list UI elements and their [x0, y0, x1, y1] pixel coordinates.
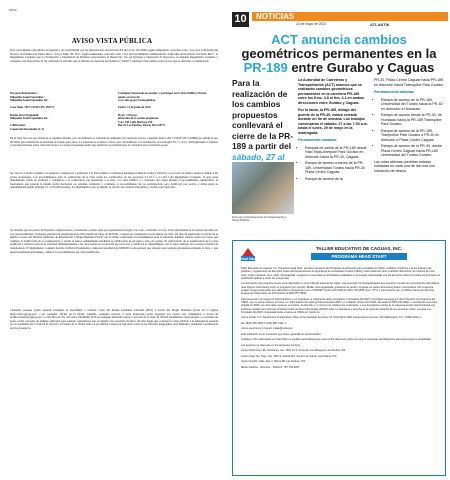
hearing-detail-line: www.sbo.pr.gov/vistaspublicas [118, 98, 156, 103]
case-detail-line: Comercial Intermedio (C-I) [10, 126, 45, 131]
case-detail-line: Mingalito Sound Specialist Inc. [10, 116, 49, 121]
list-item: • Rampa de acceso de la PR-189, Trampoline Park Gurabo a PR-30 en dirección a Plaza Centro Caguas. [381, 129, 446, 143]
case-detail-line: Mingalito Sound Specialist / [10, 94, 45, 99]
list-item: • Rampa de acceso de la PR-189, Universidad del Turabo hacia la PR-30 en dirección a Humacao. [381, 98, 446, 112]
ad-paragraph: Centro Mormones: Bo. Montones, carr. 183 | km 17.8 Sector Los Mangues, Las Piedras, P.R. [241, 349, 346, 353]
case-detail-line: Proyecto/Peticionario: [10, 91, 38, 95]
headline-line-2: geométricos permanentes en la [241, 46, 437, 61]
list-item: • Rampas de salida de la PR-189 desde Hato Tejas-Interpole Park Gurabo en dirección hacia la PR-30, Caguas. [305, 146, 368, 160]
headstart-ad [232, 240, 446, 476]
headstart-logo-icon [238, 246, 258, 262]
list-item: • Rampa de acceso de la [305, 177, 368, 182]
hearing-detail-line: Barrio Las Piedras, Puerto Rico 00771 [118, 123, 166, 128]
case-detail-line: Dueño de la Propiedad: [10, 112, 40, 117]
case-detail-line: Calificación: [10, 123, 26, 128]
left-page [0, 0, 224, 480]
hearing-detail-line: Cualquier interesado en acceder y participar en la Vista Pública Virtual [118, 91, 207, 95]
ad-paragraph: Cualquier niño matriculado en Head Start es elegible automáticamente para recibir alimentos gratis sin requerir completar certificaciones para determinar su elegibilidad. [241, 338, 432, 342]
article-lead: La Autoridad de Carreteras y Transportación (ACT) anunció que se realizarán cambios geométricos permanentes en la carretera PR-189 entre los Kms. 3.8 al Km. 4.1 en ambas direcciones entre Gurabo y Caguas. [298, 78, 365, 105]
publication-brand: ATLANTIK [370, 21, 390, 27]
headline-road: PR-189 [243, 60, 288, 75]
ad-subtitle: PROGRAMA HEAD START [311, 253, 407, 260]
pullquote-text: Para la realización de los cambios propuestos conllevará el cierre de la PR-189 a partir del [232, 78, 293, 151]
case-details [10, 92, 218, 132]
ad-paragraph: Centro Pueblo: Calle José T. Piñero #8, Las Piedras, P.R. [241, 360, 306, 364]
case-detail-line: Caso Núm. 2017-154197-PU-185771 [10, 105, 55, 110]
page-header [228, 8, 450, 32]
article-column-3 [374, 78, 446, 176]
ad-paragraph: Miriam Medina · Directora · Teléfono: 787-705-9057 [241, 365, 300, 369]
hearing-detail-line: Dirección de la acción propuesta: [118, 116, 160, 121]
article-detour-note: Las rutas alternas previstas estarán indicadas en cada una de las vías con rotulación de desvío. [374, 159, 435, 173]
pullquote-date: sábado, 27 al [232, 151, 285, 162]
case-details-left [10, 92, 110, 132]
svg-text:Head Start: Head Start [240, 257, 256, 262]
hearing-detail-line: puede a través de: [118, 94, 141, 99]
notice-paragraph-records: Cualquier persona podrá requerir examinar el expediente o solicitar copia del mismo mediante solicitud (SICI) a través del Single Business Portal en la página https://sbp.ogpe.pr.gov/ o en cualquier oficina de la OGPe. Además, cualquier persona o parte interesada podrá presentar por escrito sus comentarios a través de notificaciones@ogpe.pr.gov o a PO Box 41179, San Juan, PR 00940-1179 en cualquier momento previo a la fecha de la vista. El Oficial Examinador, motu proprio o a solicitud de parte, podrá conceder un término adicional para someter comentarios que en ningún caso excederá de diez (10) días desde que concluya la vista. Debido a la emergencia causada por la pandemia del Covid-19 el Servicio al Cliente de la OGPe tanto en su Oficina Central en San Juan como en las Oficinas Regionales, será limitada y mediante coordinación previa al respecto. [10, 308, 218, 330]
section-label: NOTICIAS [252, 12, 448, 21]
article-closure-info: Por lo tanto, la PR-189, debajo del puente de la PR-30, estará cerrada durante un fin de semana. Los trabajos comenzarán el sábado, 27 a las 7:00 a.m. hasta el lunes, 29 de mayo en la madrugada. [298, 108, 368, 135]
ad-paragraph: La información del programa puede estar disponible en otros idiomas además del inglés. Las personas con discapacidades que requieren medios de comunicación alternativos para obtener información sobre el programa (por ejemplo, Braille, letra agrandada, grabación de audio y lenguaje de señas americano) deben comunicarse con la agencia estatal o local responsable que administra el programa o con el TARGET Center del USDA al (202) 720-2600 (voz y TTY) o comunicarse con el USDA a través del Servicio Federal de Transmisión de Información al (800) 877-8339. [241, 282, 440, 296]
notice-title: AVISO VISTA PÚBLICA [71, 37, 153, 45]
ad-body [241, 267, 441, 371]
list-item: • Rampa de acceso desde la PR-30, de Humacao hacia la PR-189 Tramspline Park Gurabo. [381, 113, 446, 127]
list-item: • Rampa de acceso a través de la PR-189, Universidad Turabo hacia PR-30 Plaza Centro Caguas. [305, 161, 368, 175]
ad-paragraph: fax: (833) 256-1665 o (202) 690-7442; o [241, 321, 287, 325]
photo-caption: Fotos por el Departamento de Transportación y Obras Públicas [232, 216, 287, 222]
ad-paragraph: Para presentar una queja por discriminación en el programa, el reclamante debe completar un formulario AD-3027, Formulario de queja por discriminación del programa del USDA, que se puede obtener en línea, en: https://www.ocio.usda.gov/document/ad-3027, en cualquier oficina del USDA, llamando al (866) 632-9992, o escribiendo una carta dirigida al USDA. La carta debe contener el nombre, la dirección y el número de teléfono del reclamante, y una descripción escrita de la supuesta acción discriminatoria con suficiente detalle para informar al Subsecretario de Derechos Civiles (ASCR) sobre la naturaleza y la fecha de la presunta violación de los derechos civiles. La carta o el formulario AD-3027 completado debe enviarse al USDA por medio de: [241, 297, 437, 314]
ad-paragraph: Taller Educativo de Caguas, Inc. Programa Head Start, anuncia el auspicio del Programa de Alimentos para Cuidados de Niños y Adultos. Conforme a la ley federal y las políticas y regulaciones de derechos civiles del Departamento de Agricultura de los Estados Unidos (USDA), esta institución tiene prohibido discriminar por motivos de raza, color, origen nacional, sexo, edad, discapacidad, venganza o represalia por actividades realizadas en el pasado relacionadas con los derechos civiles (no todos los principios de prohibición aplican a todos los programas). [241, 267, 441, 280]
page-number: 10 [232, 12, 249, 27]
hearing-detail-line: Carr 198 Calle Barbosa #10 [118, 119, 153, 124]
page-folio: 27/34 [9, 8, 17, 12]
ad-title: TALLER EDUCATIVO DE CAGUAS, INC. [315, 246, 403, 251]
ad-paragraph: Centro Viejo: Bo. Viejo, carr. 182 int, Ramal 921, Sector Las Cabra, Las Piedras, P.R. [241, 354, 338, 358]
article-subhead-changes: Permanentes cambios: [298, 138, 338, 142]
headline-line-3: entre Gurabo y Caguas [291, 60, 435, 75]
notice-paragraph-scope: En la vista del caso de referencia se atenderá discutir, pero sin limitarse a: solicitud de enmienda vía variación en uso, a permiso únicos 2017-154197-PU-152868 para añadir el uso de Taller para instalación de sistemas de sonido para autos. La solicitud se evaluará a tenor, pero sin limitarse, a lo establecido en las Reglas 8.1.7 y 6.1.1 del Reglamento Conjunto y sus disposiciones sobre variación en uso. La parte proponente tendrá que justificar su solicitud para la concesión de la variación en uso. [10, 136, 218, 148]
article-column-2 [298, 78, 368, 183]
notice-paragraph-intro: Para conocimiento del público en general y de conformidad con las disposiciones del Artículo 8.6 de la Ley 161-2009, según enmendada, conocida como “Ley para la Reforma del Proceso de Permisos de Puerto Rico”, la Ley Núm. 38 -2017, según enmendada, conocida como “Ley de Procedimiento Administrativo Uniforme del Gobierno de Puerto Rico”, el Reglamento Conjunto para la Evaluación y Expedición de Permisos relacionados al Desarrollo, Uso de Terrenos y Operación de Negocios, en adelante Reglamento Conjunto y cualquier otra disposición de ley aplicable, se informa que la Oficina de Gerencia de Permisos (“OGPe”) celebrará vista pública para el caso que se describe a continuación: [10, 48, 218, 63]
article-headline [232, 33, 446, 75]
open-ramps-list [374, 98, 446, 158]
list-item: • Rampa de acceso de la PR-30, desde Plaza Centro Caguas hacia PR-189 Universidad del Turabo Gurabo. [381, 144, 446, 158]
case-details-right [118, 92, 218, 132]
headline-line-1: ACT anuncia cambios [271, 32, 407, 47]
notice-paragraph-warnings: Se advierte que las partes, incluyendo comparecencia y sociedades, podrán optar por representación legal a su costo, conforme a la Ley. Todo participante se le orienta que debe ser con responsabilidad. Cualquier solicitud de transferencia de vista tendrá un cargo de $100.00, y deberá ser presentada con no menos de cinco (5) días de antelación a la fecha de la misma a través del Sistema Unificado de Información (“Single Business Portal”) de la OGPe, expresando los fundamentos para la solicitud. Además, deberá, sobre los costos que conlleve la notificación de la transferencia y enviar el nuevo señalamiento mediante la publicación de un nuevo aviso de prensa. El peticionario de la transferencia de la vista notificará y enviará copia de la solicitud simultáneamente a las otras partes su reconocida en el proceso y publicará el cumplimiento con lo aquí ordenado en la propia solicitud de transferencia. El Reglamento Conjunto faculta al Oficial Examinador a imponer una multa de $500.00 a toda persona que observe una conducta irrespetuosa durante la vista, o que intencionalmente interrumpa o dilate los procedimientos sin causa justificada. [10, 228, 218, 254]
article-photo [232, 162, 294, 214]
ad-paragraph: Los servicios se ofrecerán en los siguientes Centros: [241, 343, 301, 347]
issue-date: 24 de mayo de 2023 [296, 22, 327, 26]
case-detail-line: Mingalito Sound Specialist Inc. [10, 98, 49, 103]
changes-list [298, 146, 368, 182]
hearing-detail-line: Fecha: 12 de junio de 2023 [118, 105, 151, 110]
ad-paragraph: correo electrónico: program.intake@usda.gov. [241, 327, 294, 331]
ad-paragraph: correo postal: U.S. Department of Agriculture Office of the Assistant Secretary for Civil Rights 1400 Independence Avenue, SW Washington, D.C. 20250-9410; o [241, 316, 422, 320]
article-subhead-open: Permanecerán abiertas: [374, 90, 415, 94]
ad-paragraph: Esta institución es un proveedor que ofrece igualdad de oportunidades. [241, 332, 322, 336]
hearing-detail-line: Hora: 1:00 p.m. [118, 112, 138, 117]
right-page [228, 0, 450, 480]
article-continued: PR-30, Plaza Centro Caguas hacia PR-189 en dirección hacia Tramspline Park Gurabo. [374, 78, 444, 87]
notice-paragraph-procedure: Se convoca e invita al público en general a comparecer y participar a la vista pública a celebrarse mediante el método arriba (“virtual”), con acceso al público general, debido a las partes recurrentes. Los procedimientos para la celebración de la vista serán los establecidos en las secciones 2.1.10.7 a 2.1.10.11 del Reglamento Conjunto. Si una parte debidamente citada no participa o comparece a la conferencia con antelación a la vista, a la vista pública o a cualquier otra etapa durante el procedimiento adjudicativo, el funcionario que preside la misma podrá declararla en rebeldía, realizarla y continuar el procedimiento sin su participación, pero notificará por escrito a dicha parte su determinación según la Regla 2.1.7 (Notificaciones), los fundamentos para la misma, el recurso de revisión disponible y el plazo para ejercerlo. [10, 171, 218, 190]
